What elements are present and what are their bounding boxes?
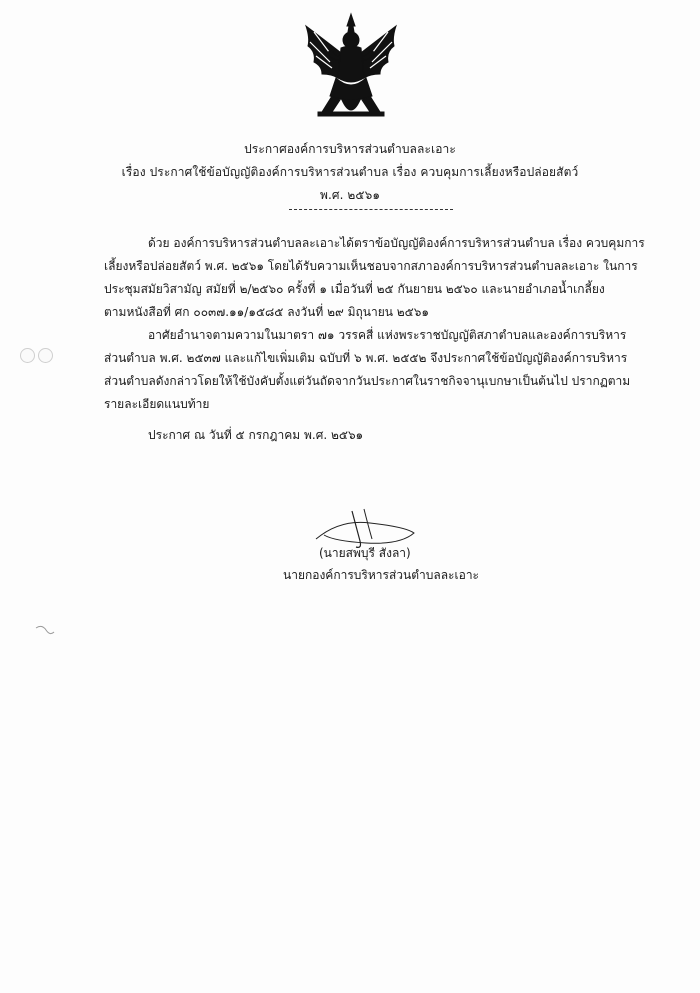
- paragraph2-line: ส่วนตำบลดังกล่าวโดยให้ใช้บังคับตั้งแต่วันถัดจากวันประกาศในราชกิจจานุเบกษาเป็นต้นไป ปรากฏตาม: [104, 374, 631, 388]
- paragraph1-line: ตามหนังสือที่ ศก ๐๐๓๗.๑๑/๑๕๘๕ ลงวันที่ ๒๙ มิถุนายน ๒๕๖๑: [104, 305, 429, 319]
- paragraph1-line: ประชุมสมัยวิสามัญ สมัยที่ ๒/๒๕๖๐ ครั้งที่ ๑ เมื่อวันที่ ๒๕ กันยายน ๒๕๖๐ และนายอำเภอน้ำเกลี้ยง: [104, 282, 605, 296]
- paragraph2-line: รายละเอียดแนบท้าย: [104, 397, 210, 411]
- announcement-title: ประกาศองค์การบริหารส่วนตำบลละเอาะ: [244, 142, 456, 156]
- paragraph1-line: เลี้ยงหรือปล่อยสัตว์ พ.ศ. ๒๕๖๑ โดยได้รับความเห็นชอบจากสภาองค์การบริหารส่วนตำบลละเอาะ ในการ: [104, 259, 638, 273]
- title-separator: [289, 209, 453, 210]
- announced-date: ประกาศ ณ วันที่ ๕ กรกฎาคม พ.ศ. ๒๕๖๑: [148, 428, 364, 442]
- year-line: พ.ศ. ๒๕๖๑: [319, 188, 381, 202]
- signer-name: (นายสพบุรี สังลา): [319, 546, 411, 560]
- paper-speck: [34, 622, 56, 638]
- punch-hole: [20, 348, 35, 363]
- paragraph2-line: ส่วนตำบล พ.ศ. ๒๕๓๗ และแก้ไขเพิ่มเติม ฉบับที่ ๖ พ.ศ. ๒๕๕๒ จึงประกาศใช้ข้อบัญญัติองค์การบริหาร: [104, 351, 628, 365]
- signer-position: นายกองค์การบริหารส่วนตำบลละเอาะ: [283, 568, 479, 582]
- garuda-emblem-icon: [292, 8, 410, 126]
- paragraph1-line: ด้วย องค์การบริหารส่วนตำบลละเอาะได้ตราข้อบัญญัติองค์การบริหารส่วนตำบล เรื่อง ควบคุมการ: [148, 236, 645, 250]
- punch-hole: [38, 348, 53, 363]
- paragraph2-line: อาศัยอำนาจตามความในมาตรา ๗๑ วรรคสี่ แห่งพระราชบัญญัติสภาตำบลและองค์การบริหาร: [148, 328, 627, 342]
- subject-line: เรื่อง ประกาศใช้ข้อบัญญัติองค์การบริหารส่วนตำบล เรื่อง ควบคุมการเลี้ยงหรือปล่อยสัตว์: [121, 165, 579, 179]
